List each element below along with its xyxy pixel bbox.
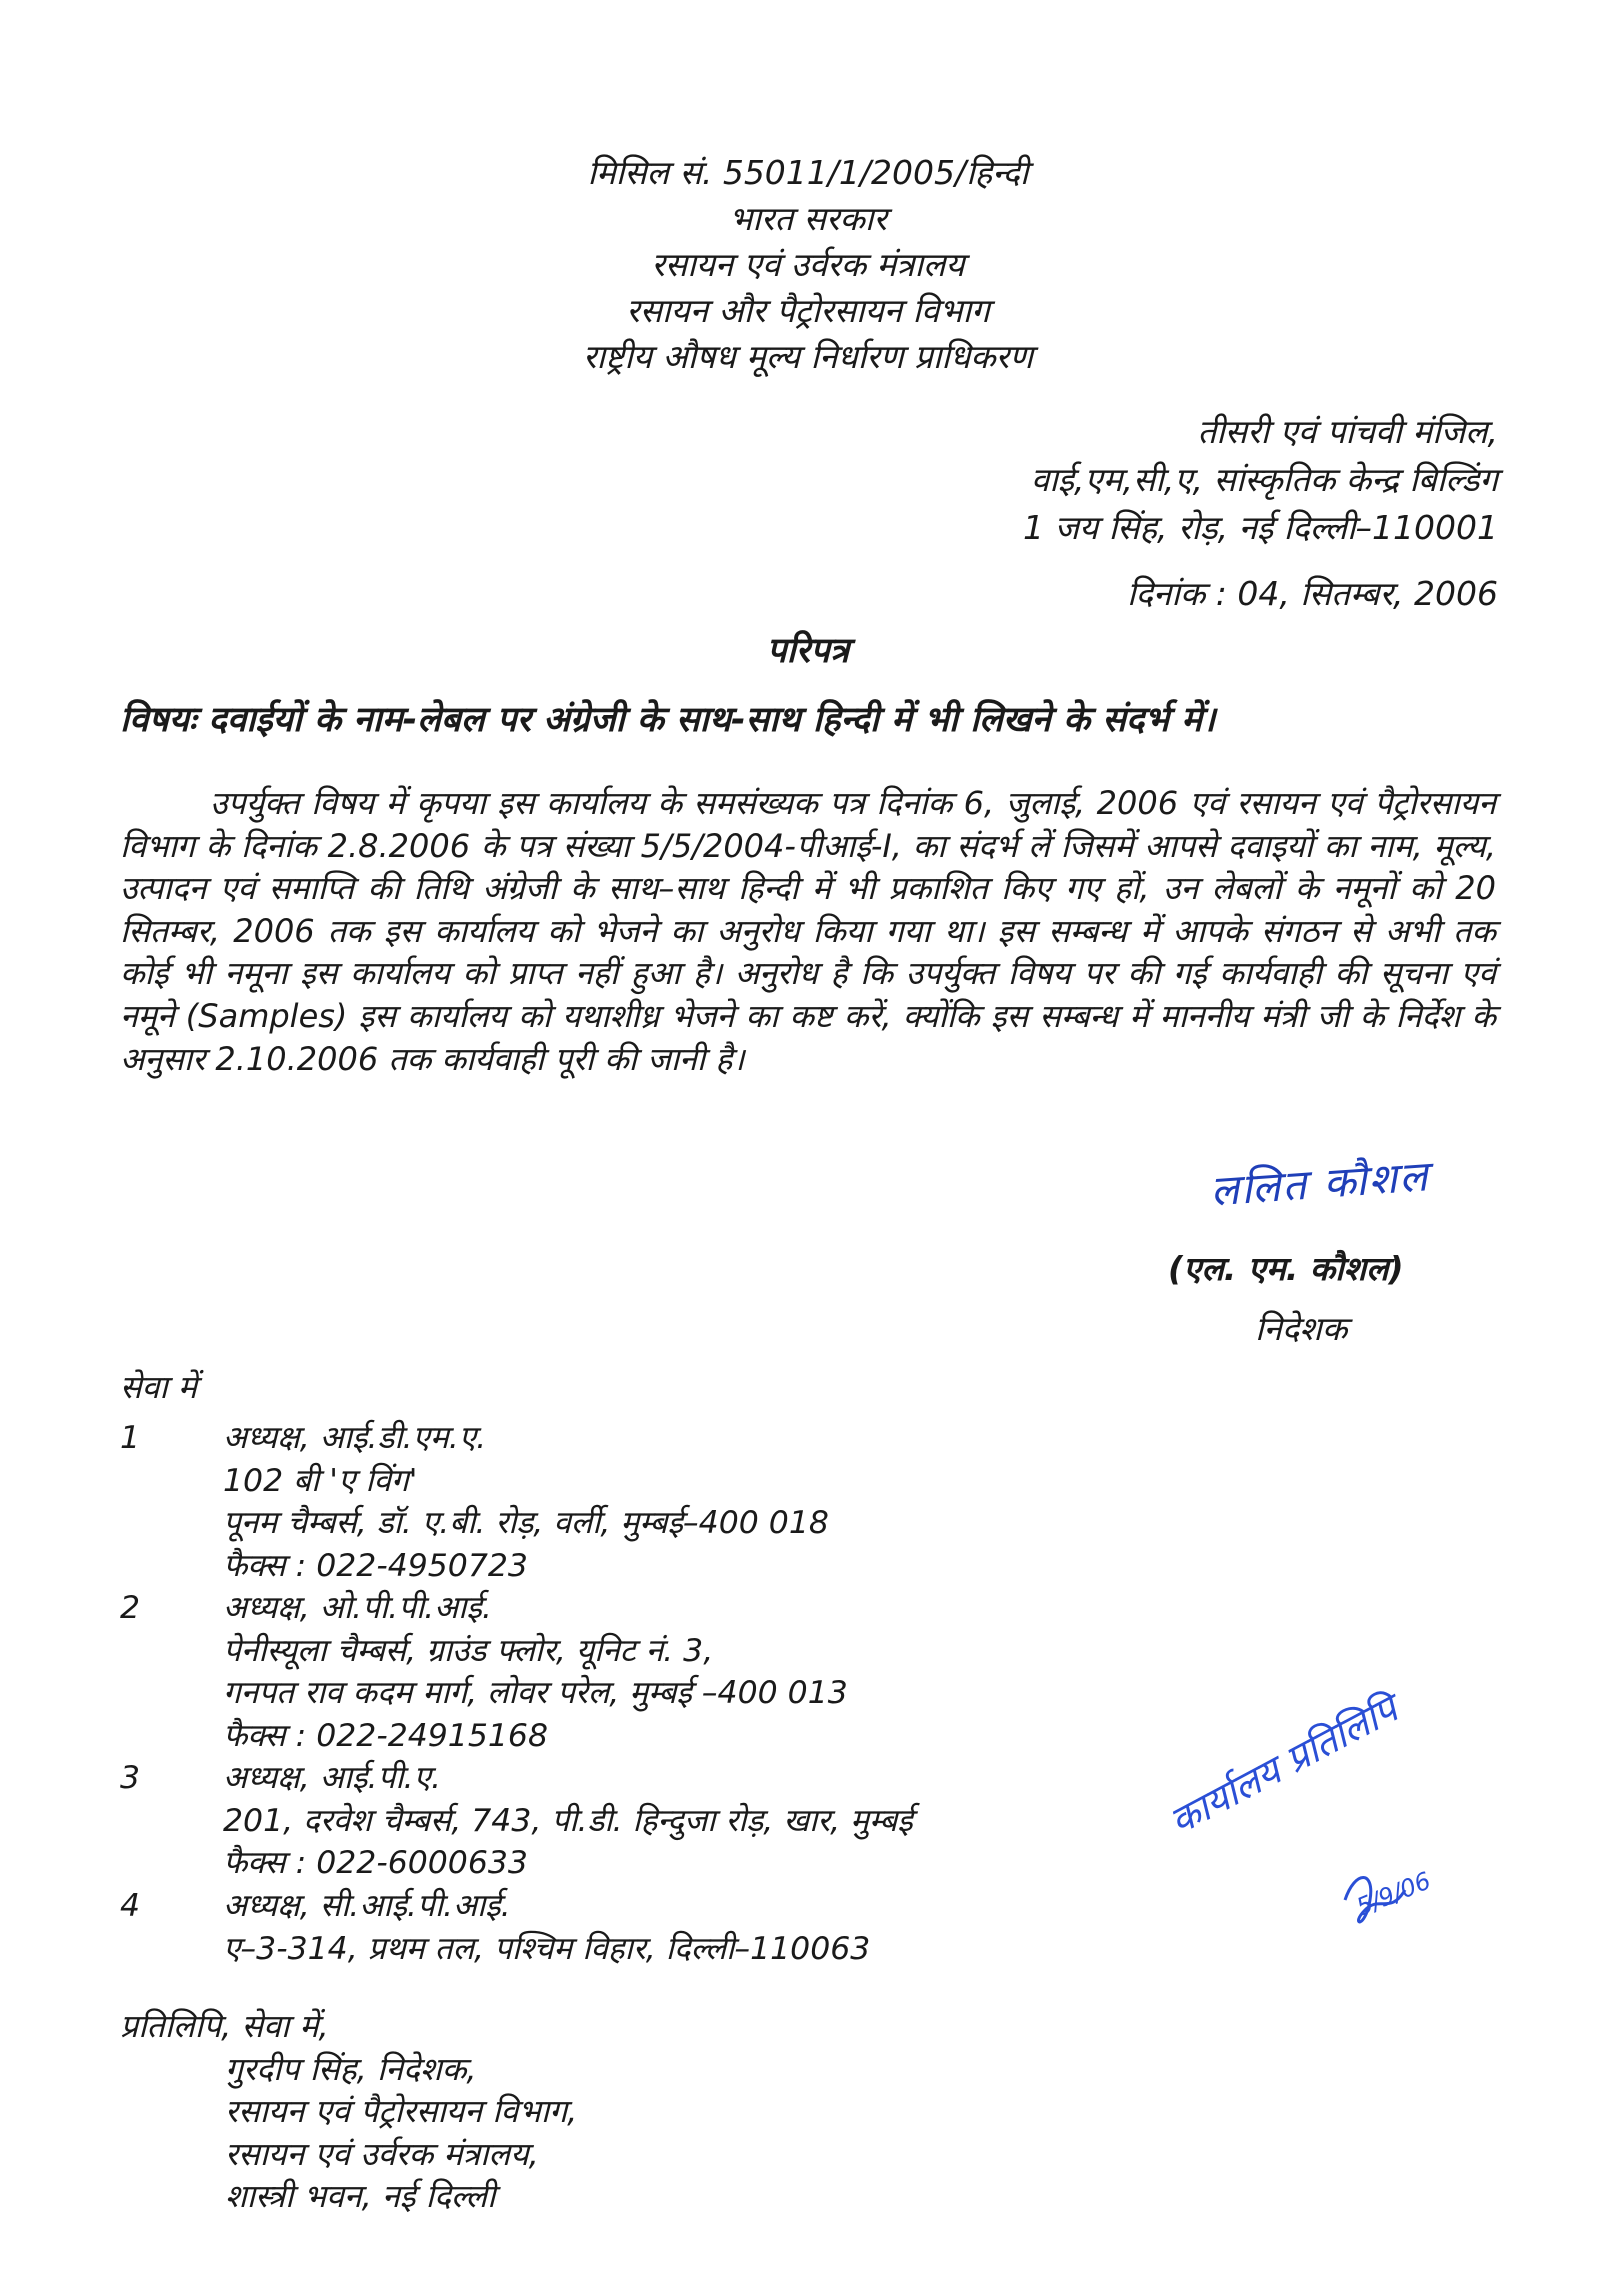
- signatory-designation: निदेशक: [1255, 1309, 1348, 1348]
- handwritten-signature: ललित कौशल: [1208, 1151, 1431, 1216]
- office-copy-annotation: कार्यालय प्रतिलिपि: [1162, 1686, 1405, 1844]
- recipient-line: पूनम चैम्बर्स, डॉ. ए.बी. रोड़, वर्ली, मुम्बई–400 018: [223, 1505, 829, 1541]
- recipient-line: गनपत राव कदम मार्ग, लोवर परेल, मुम्बई –400 013: [223, 1675, 848, 1711]
- copy-to-line: रसायन एवं पैट्रोरसायन विभाग,: [225, 2092, 578, 2130]
- copy-to-label: प्रतिलिपि, सेवा में,: [120, 2007, 329, 2045]
- recipient-line: अध्यक्ष, आई.डी.एम.ए.: [223, 1420, 487, 1456]
- initials-scribble-icon: [1335, 1860, 1425, 1930]
- copy-to-line: गुरदीप सिंह, निदेशक,: [225, 2049, 477, 2088]
- copy-to-block: [120, 2005, 577, 2218]
- recipient-fax: फैक्स : 022-4950723: [223, 1547, 528, 1584]
- government-name: भारत सरकार: [729, 199, 887, 238]
- ministry-name: रसायन एवं उर्वरक मंत्रालय: [651, 245, 965, 284]
- office-address: [1023, 408, 1498, 552]
- body-paragraph: उपर्युक्त विषय में कृपया इस कार्यालय के समसंख्यक पत्र दिनांक 6, जुलाई, 2006 एवं रसायन एवं पैट्रोरसायन विभाग के दिनांक 2.8.2006 के पत्र संख्या 5/5/2004-पीआई-I, का संदर्भ लें जिसमें आपसे दवाइयों का नाम, मूल्य, उत्पादन एवं समाप्ति की तिथि अंग्रेजी के साथ–साथ हिन्दी में भी प्रकाशित किए गए हों, उन लेबलों के नमूनों को 20 सितम्बर, 2006 तक इस कार्यालय को भेजने का अनुरोध किया गया था। इस सम्बन्ध में आपके संगठन से अभी तक कोई भी नमूना इस कार्यालय को प्राप्त नहीं हुआ है। अनुरोध है कि उपर्युक्त विषय पर की गई कार्यवाही की सूचना एवं नमूने (Samples) इस कार्यालय को यथाशीध्र भेजने का कष्ट करें, क्योंकि इस सम्बन्ध में माननीय मंत्री जी के निर्देश के अनुसार 2.10.2006 तक कार्यवाही पूरी की जानी है।: [120, 784, 1496, 1078]
- address-line-3: 1 जय सिंह, रोड़, नई दिल्ली–110001: [1023, 508, 1498, 547]
- recipient-line: अध्यक्ष, आई.पी.ए.: [223, 1760, 441, 1796]
- recipient-line: ए–3-314, प्रथम तल, पश्चिम विहार, दिल्ली–110063: [223, 1930, 871, 1967]
- address-line-1: तीसरी एवं पांचवी मंजिल,: [1197, 412, 1498, 451]
- department-name: रसायन और पैट्रोरसायन विभाग: [626, 291, 990, 330]
- copy-to-line: रसायन एवं उर्वरक मंत्रालय,: [225, 2134, 539, 2173]
- authority-name: राष्ट्रीय औषध मूल्य निर्धारण प्राधिकरण: [583, 337, 1033, 376]
- recipient-fax: फैक्स : 022-24915168: [223, 1717, 549, 1754]
- to-label: सेवा में: [120, 1368, 198, 1406]
- recipient-line: 201, दरवेश चैम्बर्स, 743, पी.डी. हिन्दुजा रोड़, खार, मुम्बई: [223, 1802, 913, 1839]
- recipient-line: अध्यक्ष, ओ.पी.पी.आई.: [223, 1590, 492, 1626]
- recipient-line: अध्यक्ष, सी.आई.पी.आई.: [223, 1888, 511, 1924]
- initials-date-annotation: 5/9/06: [1352, 1866, 1435, 1922]
- recipient-number: 3: [120, 1760, 141, 1796]
- recipient-number: 2: [120, 1590, 141, 1626]
- address-line-2: वाई,एम,सी,ए, सांस्कृतिक केन्द्र बिल्डिंग: [1030, 460, 1498, 499]
- document-type-heading: परिपत्र: [766, 631, 850, 671]
- recipient-line: 102 बी 'ए विंग': [223, 1462, 418, 1499]
- subject-line: विषयः दवाईयों के नाम-लेबल पर अंग्रेजी के साथ-साथ हिन्दी में भी लिखने के संदर्भ में।: [120, 700, 1216, 740]
- recipient-line: पेनीस्यूला चैम्बर्स, ग्राउंड फ्लोर, यूनिट नं. 3,: [223, 1632, 714, 1669]
- letterhead: [0, 150, 1616, 380]
- signatory-name: (एल. एम. कौशल): [1168, 1249, 1404, 1288]
- signature-block: [1208, 1150, 1540, 1216]
- copy-to-line: शास्त्री भवन, नई दिल्ली: [225, 2177, 496, 2215]
- recipient-fax: फैक्स : 022-6000633: [223, 1845, 528, 1881]
- letter-date: दिनांक : 04, सितम्बर, 2006: [1126, 574, 1498, 613]
- file-number: मिसिल सं. 55011/1/2005/हिन्दी: [587, 153, 1029, 192]
- recipient-number: 1: [120, 1420, 141, 1456]
- recipient-number: 4: [120, 1888, 141, 1924]
